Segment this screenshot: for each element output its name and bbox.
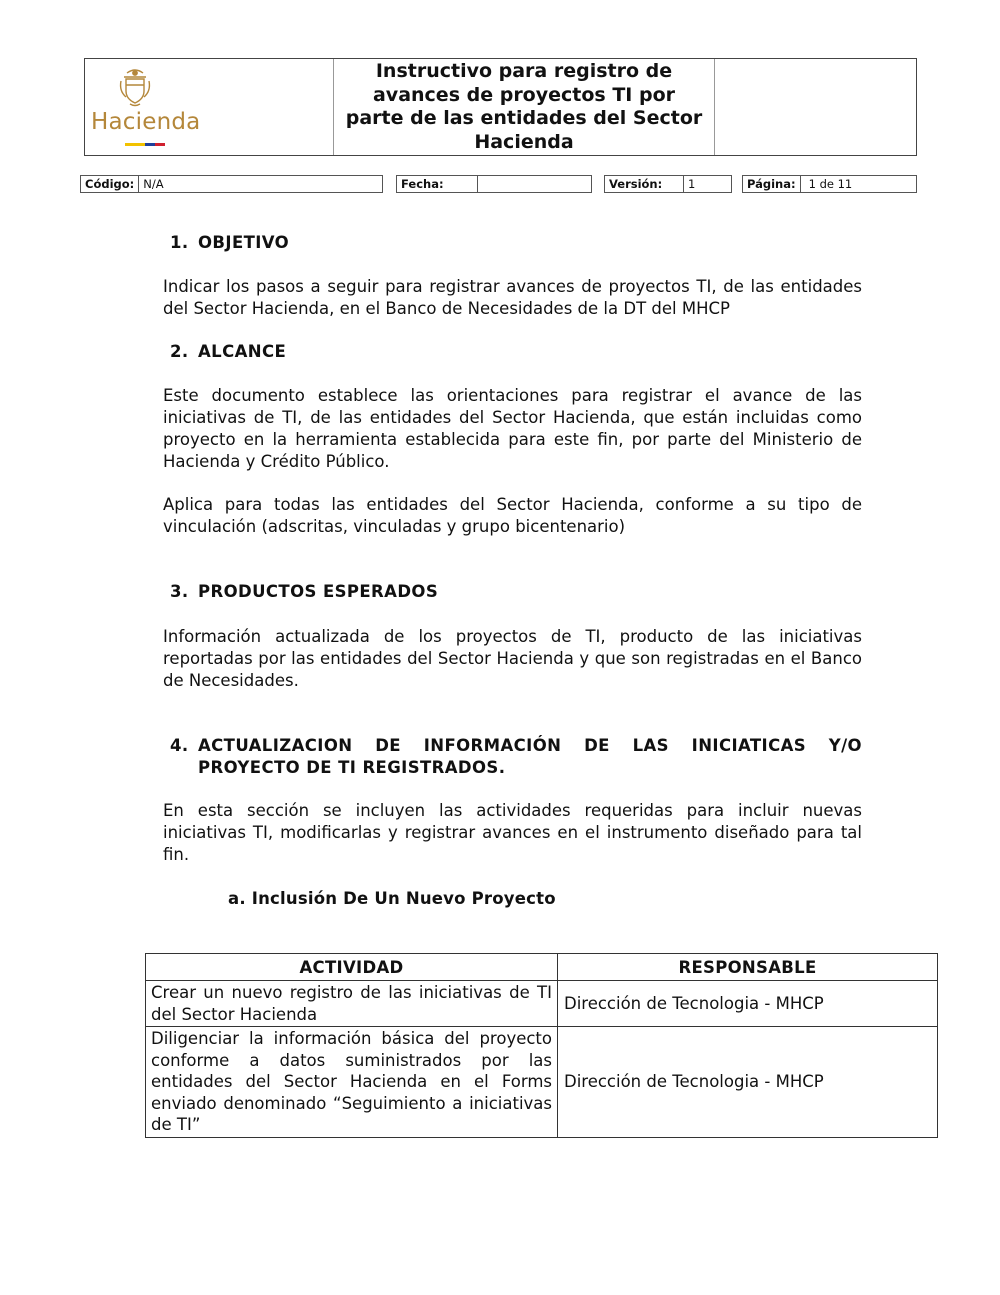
cell-responsable: Dirección de Tecnologia - MHCP [558, 1027, 938, 1138]
alcance-paragraph-1: Este documento establece las orientaciones para registrar el avance de las iniciativas de TI, de las entidades del Sector Hacienda, que están incluidas como proyecto en la herramienta establecida para este fin, por parte del Ministerio de Hacienda y Crédito Público. [163, 386, 862, 471]
table-row [146, 1027, 938, 1138]
codigo-field [80, 175, 383, 193]
header-blank-cell [715, 59, 916, 155]
alcance-paragraph-2: Aplica para todas las entidades del Sector Hacienda, conforme a su tipo de vinculación (adscritas, vinculadas y grupo bicentenario) [163, 495, 862, 536]
activities-table [145, 953, 938, 1138]
column-header-responsable: RESPONSABLE [558, 954, 938, 981]
fecha-field [396, 175, 592, 193]
version-value: 1 [688, 177, 696, 191]
pagina-field [742, 175, 917, 193]
section-title: ALCANCE [198, 342, 287, 361]
title-line: Instructivo para registro de [375, 60, 673, 82]
section-title: PRODUCTOS ESPERADOS [198, 582, 439, 601]
section-title: OBJETIVO [198, 233, 290, 252]
section-number: 1. [170, 233, 189, 252]
productos-paragraph: Información actualizada de los proyectos de TI, producto de las iniciativas reportadas por las entidades del Sector Hacienda y que son registradas en el Banco de Necesidades. [163, 627, 862, 690]
title-line: parte de las entidades del Sector [345, 107, 703, 129]
fecha-value [478, 176, 591, 192]
section-title: ACTUALIZACION DE INFORMACIÓN DE LAS INICIATICAS Y/O PROYECTO DE TI REGISTRADOS. [198, 736, 862, 777]
document-title [333, 59, 715, 155]
codigo-label: Código: [81, 176, 139, 192]
objetivo-paragraph: Indicar los pasos a seguir para registrar avances de proyectos TI, de las entidades del Sector Hacienda, en el Banco de Necesidades de la DT del MHCP [163, 277, 862, 318]
section-heading-objetivo [170, 233, 289, 252]
section-number: 4. [170, 736, 189, 755]
codigo-value: N/A [143, 177, 164, 191]
section-heading-productos [170, 582, 438, 601]
cell-actividad: Diligenciar la información básica del proyecto conforme a datos suministrados por las entidades del Sector Hacienda en el Forms enviado denominado “Seguimiento a iniciativas de TI” [146, 1027, 558, 1138]
pagina-label: Página: [743, 176, 801, 192]
section-heading-alcance [170, 342, 286, 361]
actualizacion-paragraph: En esta sección se incluyen las actividades requeridas para incluir nuevas iniciativas TI, modificarlas y registrar avances en el instrumento diseñado para tal fin. [163, 801, 862, 864]
table-row [146, 981, 938, 1027]
fecha-label: Fecha: [397, 176, 478, 192]
logo-cell [85, 59, 333, 155]
coat-of-arms-icon [118, 67, 152, 107]
logo-text: Hacienda [91, 109, 201, 135]
title-line: Hacienda [474, 130, 574, 153]
cell-actividad: Crear un nuevo registro de las iniciativas de TI del Sector Hacienda [146, 981, 558, 1027]
column-header-actividad: ACTIVIDAD [146, 954, 558, 981]
version-label: Versión: [605, 176, 684, 192]
section-heading-actualizacion [170, 735, 862, 779]
subsection-heading-inclusion: a. Inclusión De Un Nuevo Proyecto [228, 889, 556, 908]
section-number: 2. [170, 342, 189, 361]
document-header [84, 58, 917, 156]
section-number: 3. [170, 582, 189, 601]
title-line: avances de proyectos TI por [372, 83, 675, 106]
version-field [604, 175, 732, 193]
pagina-value: 1 de 11 [808, 177, 853, 191]
cell-responsable: Dirección de Tecnologia - MHCP [558, 981, 938, 1027]
table-header-row [146, 954, 938, 981]
flag-stripe [125, 143, 165, 146]
